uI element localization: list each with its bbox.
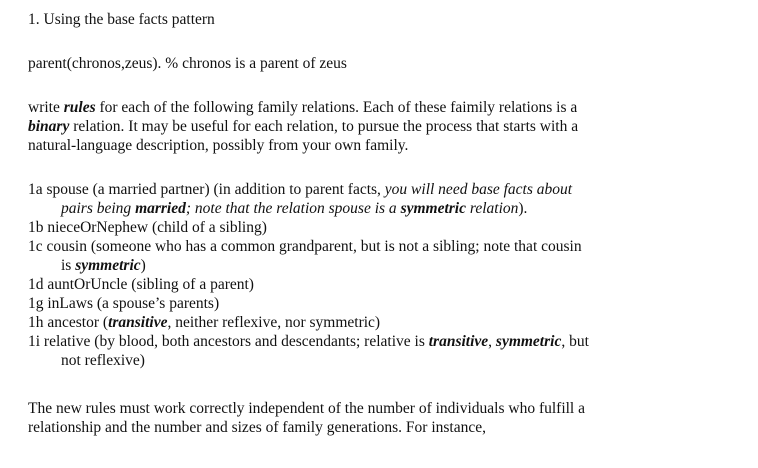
example-fact: parent(chronos,zeus). % chronos is a parent of zeus <box>28 55 347 72</box>
item-text: , <box>488 333 496 350</box>
intro-line-2 <box>28 118 578 136</box>
item-1i-line-1 <box>28 333 589 351</box>
emphasis-symmetric: symmetric <box>75 257 141 274</box>
item-1c-line-1: 1c cousin (someone who has a common grandparent, but is not a sibling; note that cousin <box>28 238 582 255</box>
emphasis-transitive: transitive <box>108 314 168 331</box>
emphasis-italic: ; note that the relation spouse is a <box>185 200 401 217</box>
emphasis-rules: rules <box>63 99 96 116</box>
item-1c-line-2 <box>61 257 146 275</box>
emphasis-italic: you will need base facts about <box>384 181 573 198</box>
item-text: 1a spouse (a married partner) (in addition to parent facts, <box>28 181 385 198</box>
item-text: ). <box>518 200 528 217</box>
item-text: , neither reflexive, nor symmetric) <box>167 314 381 331</box>
intro-line-3: natural-language description, possibly from your own family. <box>28 137 409 154</box>
emphasis-binary: binary <box>28 118 70 135</box>
intro-line-1 <box>28 99 577 117</box>
item-1h <box>28 314 380 332</box>
item-text: 1i relative (by blood, both ancestors and descendants; relative is <box>28 333 429 350</box>
item-text: is <box>61 257 76 274</box>
emphasis-symmetric: symmetric <box>400 200 466 217</box>
intro-text: for each of the following family relations. Each of these faimily relations is a <box>95 99 578 116</box>
closing-line-2: relationship and the number and sizes of family generations. For instance, <box>28 419 486 436</box>
emphasis-symmetric: symmetric <box>495 333 562 350</box>
item-1i-line-2: not reflexive) <box>61 352 145 369</box>
item-1d: 1d auntOrUncle (sibling of a parent) <box>28 276 254 293</box>
emphasis-transitive: transitive <box>428 333 489 350</box>
intro-text: write <box>28 99 64 116</box>
emphasis-married: married <box>135 200 186 217</box>
emphasis-italic: relation <box>466 200 519 217</box>
item-text: 1h ancestor ( <box>28 314 109 331</box>
item-text: ) <box>140 257 146 274</box>
item-1b: 1b nieceOrNephew (child of a sibling) <box>28 219 267 236</box>
closing-line-1: The new rules must work correctly independent of the number of individuals who fulfill a <box>28 400 585 417</box>
intro-text: relation. It may be useful for each relation, to pursue the process that starts with a <box>69 118 579 135</box>
emphasis-italic: pairs being <box>61 200 136 217</box>
heading: 1. Using the base facts pattern <box>28 11 215 28</box>
item-1g: 1g inLaws (a spouse’s parents) <box>28 295 220 312</box>
item-1a-line-1 <box>28 181 572 199</box>
item-1a-line-2 <box>61 200 527 218</box>
item-text: , but <box>561 333 589 350</box>
